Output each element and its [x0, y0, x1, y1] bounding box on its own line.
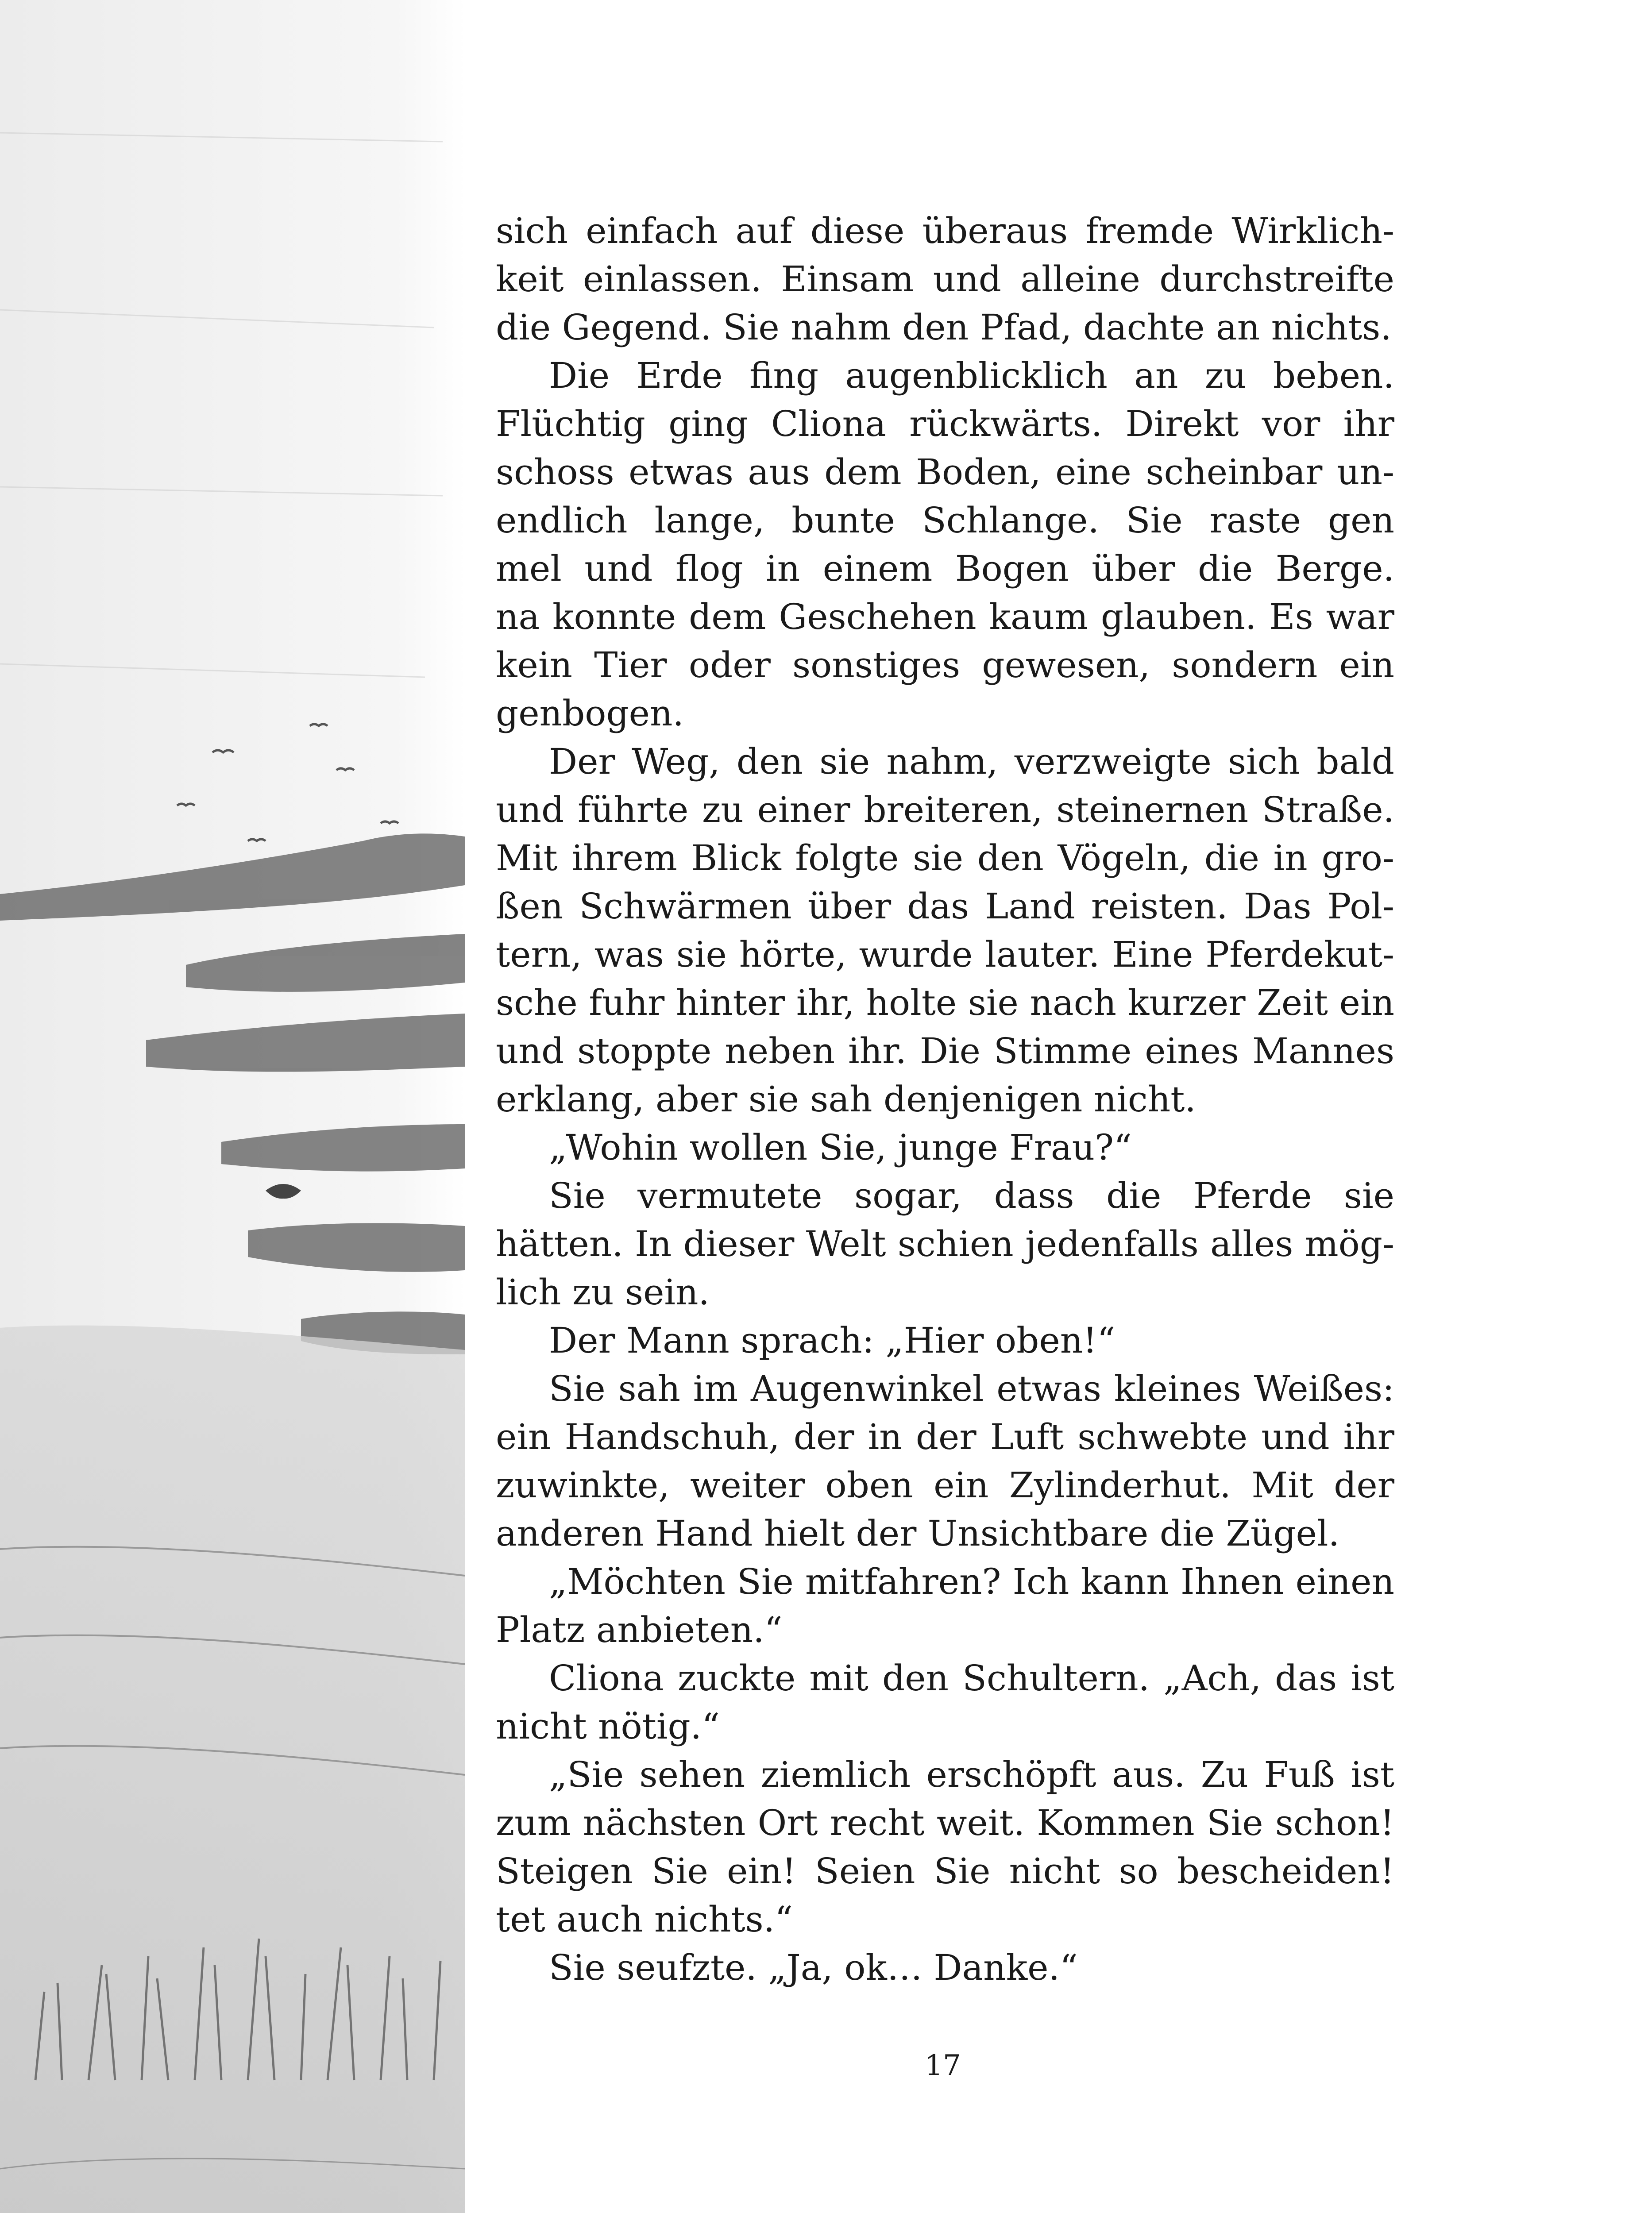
text-line: mel und flog in einem Bogen über die Berge. [496, 548, 1394, 589]
text-line: „Wohin wollen Sie, junge Frau?“ [549, 1127, 1132, 1168]
text-line: tet auch nichts.“ [496, 1899, 793, 1940]
text-line: „Möchten Sie mitfahren? Ich kann Ihnen einen [549, 1561, 1394, 1602]
text-line: na konnte dem Geschehen kaum glauben. Es war [496, 596, 1394, 637]
text-line: erklang, aber sie sah denjenigen nicht. [496, 1079, 1196, 1120]
text-line: anderen Hand hielt der Unsichtbare die Zügel. [496, 1513, 1340, 1554]
text-line: Cliona zuckte mit den Schultern. „Ach, das ist [549, 1658, 1394, 1699]
text-line: genbogen. [496, 693, 684, 734]
text-line: Der Mann sprach: „Hier oben!“ [549, 1320, 1115, 1361]
text-line: Die Erde fing augenblicklich an zu beben. [549, 355, 1394, 396]
text-line: Sie seufzte. „Ja, ok… Danke.“ [549, 1947, 1078, 1988]
text-line: ßen Schwärmen über das Land reisten. Das Pol- [496, 886, 1394, 927]
text-line: Der Weg, den sie nahm, verzweigte sich bald [549, 741, 1394, 782]
text-line: Flüchtig ging Cliona rückwärts. Direkt vor ihr [496, 403, 1394, 444]
text-line: sche fuhr hinter ihr, holte sie nach kurzer Zeit ein [496, 982, 1394, 1023]
text-line: lich zu sein. [496, 1272, 710, 1313]
text-line: ein Handschuh, der in der Luft schwebte und ihr [496, 1416, 1394, 1457]
text-line: kein Tier oder sonstiges gewesen, sondern ein [496, 644, 1394, 686]
text-line: tern, was sie hörte, wurde lauter. Eine Pferdekut- [496, 934, 1394, 975]
text-line: schoss etwas aus dem Boden, eine scheinbar un- [496, 451, 1394, 493]
text-line: hätten. In dieser Welt schien jedenfalls alles mög- [496, 1223, 1394, 1265]
text-line: Sie vermutete sogar, dass die Pferde sie [549, 1175, 1394, 1216]
body-text [496, 207, 1394, 1992]
text-line: endlich lange, bunte Schlange. Sie raste gen [496, 500, 1394, 541]
text-line: „Sie sehen ziemlich erschöpft aus. Zu Fuß ist [549, 1754, 1394, 1795]
text-line: und führte zu einer breiteren, steinernen Straße. [496, 789, 1394, 830]
page-number: 17 [925, 2049, 961, 2082]
text-line: zuwinkte, weiter oben ein Zylinderhut. Mit der [496, 1465, 1394, 1506]
text-line: die Gegend. Sie nahm den Pfad, dachte an nichts. [496, 307, 1392, 348]
landscape-drawing-icon [0, 0, 465, 2213]
pencil-landscape-illustration [0, 0, 465, 2213]
text-line: Steigen Sie ein! Seien Sie nicht so bescheiden! [496, 1851, 1394, 1892]
text-line: und stoppte neben ihr. Die Stimme eines Mannes [496, 1030, 1394, 1072]
text-line: nicht nötig.“ [496, 1706, 720, 1747]
text-line: keit einlassen. Einsam und alleine durchstreifte [496, 258, 1394, 300]
text-line: sich einfach auf diese überaus fremde Wirklich- [496, 210, 1394, 251]
text-line: zum nächsten Ort recht weit. Kommen Sie schon! [496, 1802, 1394, 1843]
text-line: Mit ihrem Blick folgte sie den Vögeln, die in gro- [496, 837, 1394, 879]
text-line: Platz anbieten.“ [496, 1609, 783, 1650]
text-line: Sie sah im Augenwinkel etwas kleines Weißes: [549, 1368, 1394, 1409]
